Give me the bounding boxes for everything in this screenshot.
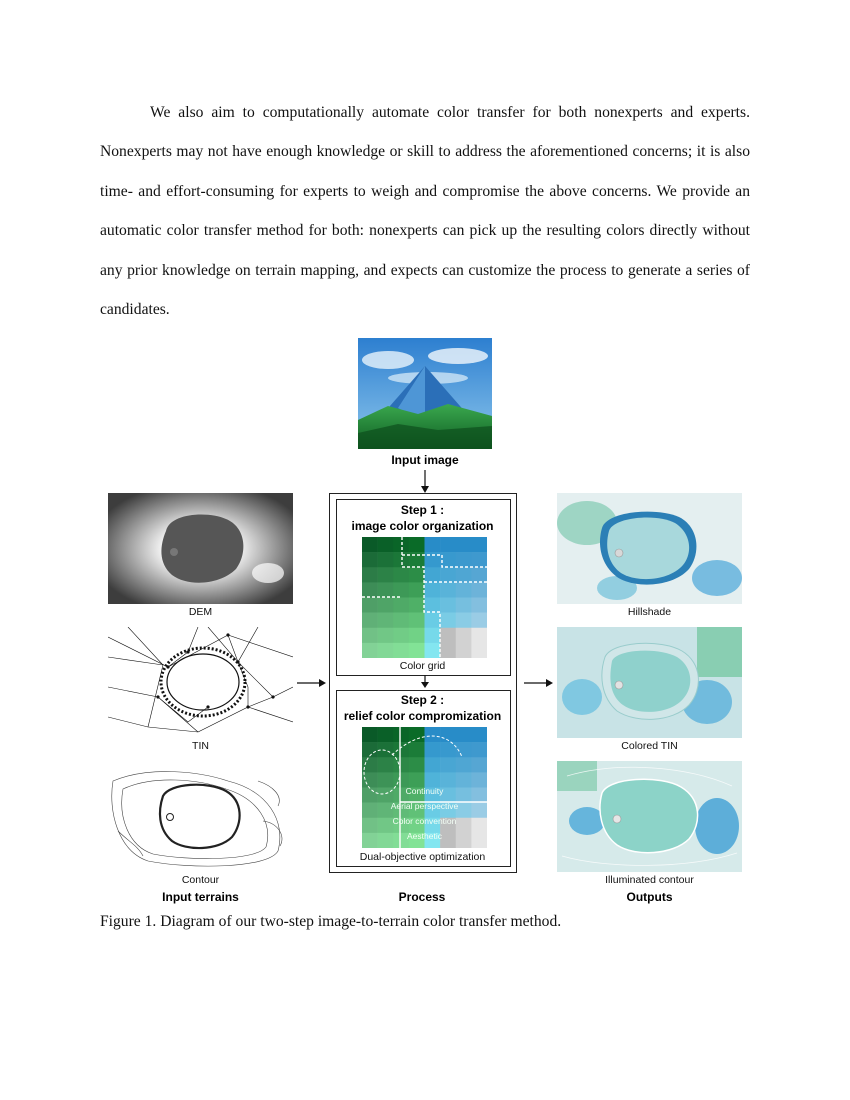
grid-cell [425, 582, 441, 597]
grid-cell [378, 598, 394, 613]
grid-cell [362, 727, 378, 742]
step1-subtitle: image color organization [351, 519, 494, 533]
grid-cell [471, 567, 487, 582]
grid-cell [393, 643, 409, 658]
tin-image [108, 627, 293, 738]
grid-cell [362, 552, 378, 567]
grid-cell [425, 757, 441, 772]
grid-cell [393, 567, 409, 582]
grid-cell [440, 742, 456, 757]
grid-cell [456, 757, 472, 772]
grid-cell [471, 537, 487, 552]
grid-cell [393, 537, 409, 552]
grid-cell [471, 613, 487, 628]
grid-cell [378, 628, 394, 643]
grid-cell [378, 537, 394, 552]
grid-cell [362, 537, 378, 552]
grid-cell [393, 742, 409, 757]
grid-cell [378, 613, 394, 628]
grid-cell [471, 757, 487, 772]
color-grid [362, 537, 487, 658]
colored-tin-output [557, 627, 742, 738]
criterion-color-convention: Color convention [392, 816, 457, 826]
grid-cell [440, 643, 456, 658]
grid-cell [409, 598, 425, 613]
grid-cell [425, 628, 441, 643]
grid-cell [471, 643, 487, 658]
dual-objective-label: Dual-objective optimization [359, 851, 486, 863]
dem-label: DEM [188, 606, 213, 618]
grid-cell [378, 552, 394, 567]
body-paragraph: We also aim to computationally automate color transfer for both nonexperts and experts. Nonexperts may not have enough knowledge or skill to address the aforementioned concerns; it is also time- and effort-consuming for experts to weigh and compromise the above concerns. We provide an automatic color transfer method for both: nonexperts can pick up the resulting colors directly without any prior knowledge on terrain mapping, and expects can customize the process to generate a series of candidates. [100, 104, 750, 319]
dem-image [108, 493, 293, 604]
grid-cell [409, 613, 425, 628]
grid-cell [456, 643, 472, 658]
grid-cell [425, 742, 441, 757]
grid-cell [393, 582, 409, 597]
grid-cell [409, 567, 425, 582]
grid-cell [456, 613, 472, 628]
step2-subtitle: relief color compromization [343, 709, 502, 723]
grid-cell [393, 598, 409, 613]
grid-cell [393, 628, 409, 643]
grid-cell [440, 537, 456, 552]
criterion-aerial-perspective: Aerial perspective [390, 801, 459, 811]
step1-title: Step 1 : [400, 503, 445, 517]
tin-label: TIN [192, 740, 209, 752]
input-terrains-header: Input terrains [162, 890, 239, 904]
grid-cell [362, 613, 378, 628]
process-header: Process [398, 890, 446, 904]
grid-cell [409, 628, 425, 643]
color-grid-label: Color grid [399, 660, 446, 672]
contour-image [108, 761, 293, 872]
arrow-down-icon [420, 470, 430, 494]
grid-cell [471, 582, 487, 597]
grid-cell [456, 628, 472, 643]
grid-cell [362, 757, 378, 772]
input-image-label: Input image [391, 453, 459, 467]
grid-cell [456, 582, 472, 597]
grid-cell [393, 757, 409, 772]
grid-cell [409, 582, 425, 597]
arrow-right-output-icon [524, 678, 554, 688]
input-image [358, 338, 492, 449]
grid-cell [456, 727, 472, 742]
grid-cell [409, 742, 425, 757]
grid-cell [362, 582, 378, 597]
grid-cell [362, 628, 378, 643]
grid-cell [471, 598, 487, 613]
grid-cell [362, 598, 378, 613]
grid-cell [378, 757, 394, 772]
grid-cell [471, 727, 487, 742]
grid-cell [378, 582, 394, 597]
arrow-right-icon [297, 678, 327, 688]
grid-cell [378, 567, 394, 582]
arrow-down-step-icon [420, 675, 430, 689]
grid-cell [409, 757, 425, 772]
criterion-aesthetic: Aesthetic [407, 831, 442, 841]
grid-cell [456, 567, 472, 582]
grid-cell [440, 582, 456, 597]
grid-cell [425, 727, 441, 742]
outputs-header: Outputs [626, 890, 673, 904]
grid-cell [362, 643, 378, 658]
grid-cell [425, 643, 441, 658]
grid-cell [425, 537, 441, 552]
hillshade-label: Hillshade [627, 606, 672, 618]
grid-cell [378, 727, 394, 742]
figure-caption: Figure 1. Diagram of our two-step image-to-terrain color transfer method. [100, 913, 562, 930]
hillshade-output [557, 493, 742, 604]
grid-cell [456, 537, 472, 552]
criterion-continuity: Continuity [405, 786, 444, 796]
grid-cell [378, 643, 394, 658]
colored-tin-label: Colored TIN [621, 740, 678, 752]
illuminated-contour-output [557, 761, 742, 872]
grid-cell [456, 598, 472, 613]
grid-cell [409, 643, 425, 658]
grid-cell [440, 628, 456, 643]
grid-cell [425, 567, 441, 582]
grid-cell [440, 613, 456, 628]
grid-cell [393, 727, 409, 742]
grid-cell [456, 552, 472, 567]
grid-cell [471, 628, 487, 643]
step2-title: Step 2 : [400, 693, 445, 707]
grid-cell [471, 552, 487, 567]
grid-cell [409, 727, 425, 742]
grid-cell [425, 613, 441, 628]
grid-cell [425, 598, 441, 613]
grid-cell [393, 552, 409, 567]
grid-cell [471, 742, 487, 757]
grid-cell [440, 757, 456, 772]
grid-cell [409, 537, 425, 552]
criteria-list [362, 786, 487, 848]
grid-cell [440, 567, 456, 582]
grid-cell [362, 567, 378, 582]
grid-cell [440, 598, 456, 613]
grid-cell [393, 613, 409, 628]
volcano-painting [358, 338, 492, 449]
illuminated-contour-label: Illuminated contour [605, 874, 694, 886]
contour-label: Contour [181, 874, 220, 886]
